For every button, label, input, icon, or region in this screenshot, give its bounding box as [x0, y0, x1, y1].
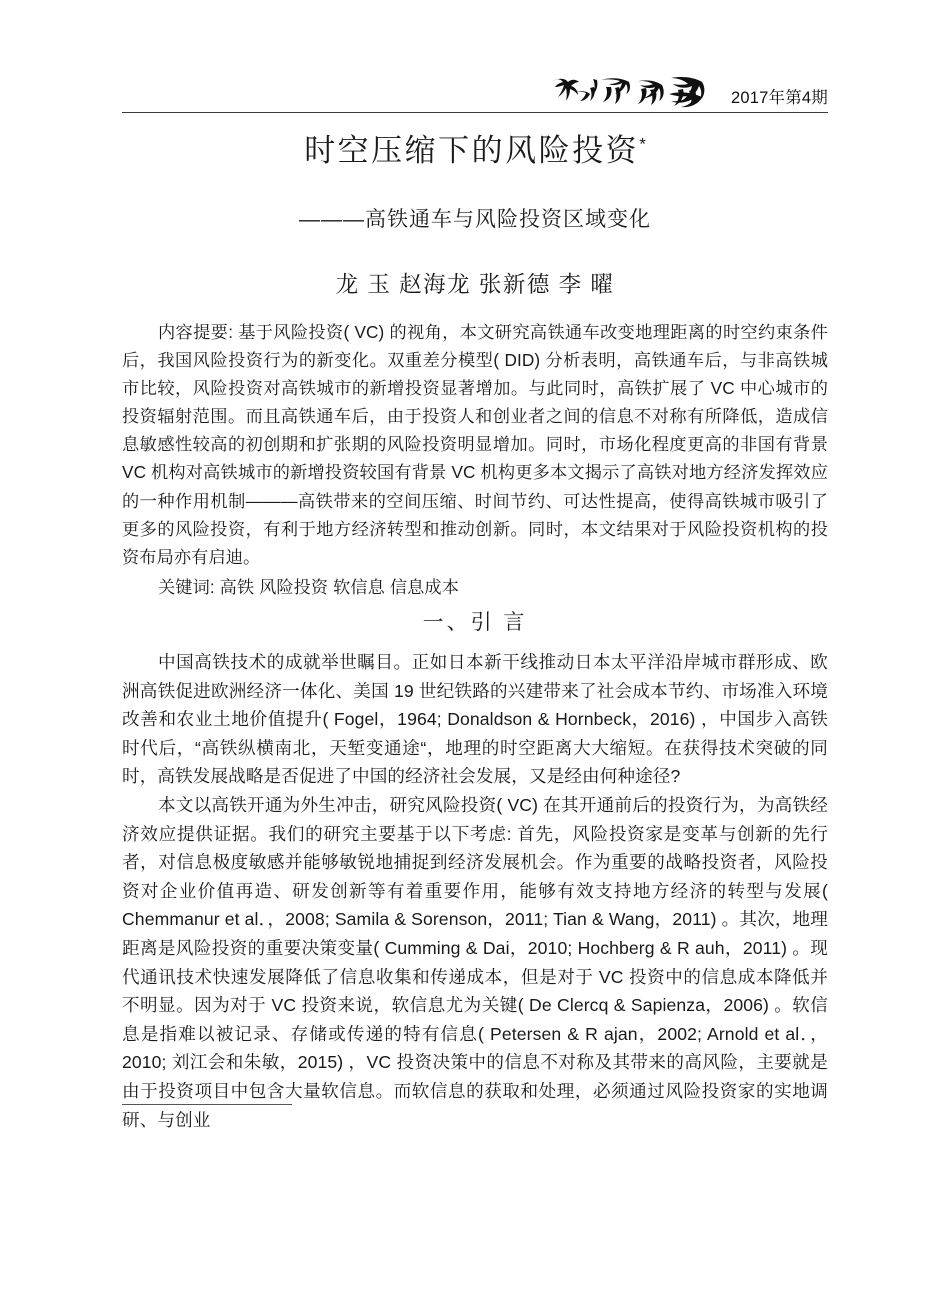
section-heading-introduction: 一、引 言 [422, 611, 528, 634]
body-paragraph: 本文以高铁开通为外生冲击，研究风险投资( VC) 在其开通前后的投资行为，为高铁经济效应提供证据。我们的研究主要基于以下考虑: 首先，风险投资家是变革与创新的先行者，对信息极度敏感并能够敏锐地捕捉到经济发展机会。作为重要的战略投资者，风险投资对企业价值再造、研发创新等有着重要作用，能够有效支持地方经济的转型与发展( Chemmanur et al．，2008; Samila & Sorenson，2011; Tian & Wang，2011) 。其次，地理距离是风险投资的重要决策变量( Cumming & Dai，2010; Hochberg & R auh，2011) 。现代通讯技术快速发展降低了信息收集和传递成本，但是对于 VC 投资中的信息成本降低并不明显。因为对于 VC 投资来说，软信息尤为关键( De Clercq & Sapienza，2006) 。软信息是指难以被记录、存储或传递的特有信息( Petersen & R ajan，2002; Arnold et al．，2010; 刘江会和朱敏，2015) ，VC 投资决策中的信息不对称及其带来的高风险，主要就是由于投资项目中包含大量软信息。而软信息的获取和处理，必须通过风险投资家的实地调研、与创业 [122, 794, 828, 1130]
issue-label: 2017年第4期 [731, 88, 828, 107]
abstract-text: 内容提要: 基于风险投资( VC) 的视角，本文研究高铁通车改变地理距离的时空约束条件后，我国风险投资行为的新变化。双重差分模型( DID) 分析表明，高铁通车后，与非高铁城市比较，风险投资对高铁城市的新增投资显著增加。与此同时，高铁扩展了 VC 中心城市的投资辐射范围。而且高铁通车后，由于投资人和创业者之间的信息不对称有所降低，造成信息敏感性较高的初创期和扩张期的风险投资明显增加。同时，市场化程度更高的非国有背景 VC 机构对高铁城市的新增投资较国有背景 VC 机构更多本文揭示了高铁对地方经济发挥效应的一种作用机制———高铁带来的空间压缩、时间节约、可达性提高，使得高铁城市吸引了更多的风险投资，有利于地方经济转型和推动创新。同时，本文结果对于风险投资机构的投资布局亦有启迪。 [122, 322, 828, 567]
running-head [122, 62, 828, 114]
page-title-text: 时空压缩下的风险投资 [304, 133, 640, 168]
page-title [122, 132, 828, 170]
abstract-block [122, 318, 828, 601]
footnote-separator-rule [122, 1104, 292, 1105]
page-subtitle: ———高铁通车与风险投资区域变化 [299, 207, 651, 231]
author-list: 龙 玉 赵海龙 张新德 李 曜 [335, 272, 615, 298]
keywords-line: 关键词: 高铁 风险投资 软信息 信息成本 [158, 576, 459, 597]
body-text [122, 648, 828, 1134]
running-head-rule [122, 112, 828, 113]
body-paragraph: 中国高铁技术的成就举世瞩目。正如日本新干线推动日本太平洋沿岸城市群形成、欧洲高铁促进欧洲经济一体化、美国 19 世纪铁路的兴建带来了社会成本节约、市场准入环境改善和农业土地价值提升( Fogel，1964; Donaldson & Hornbeck，2016) ，中国步入高铁时代后，“高铁纵横南北，天堑变通途“，地理的时空距离大大缩短。在获得技术突破的同时，高铁发展战略是否促进了中国的经济社会发展，又是经由何种途径? [122, 652, 828, 787]
title-block [122, 132, 828, 299]
title-footnote-marker: * [639, 134, 646, 154]
journal-logo-icon [549, 70, 725, 110]
